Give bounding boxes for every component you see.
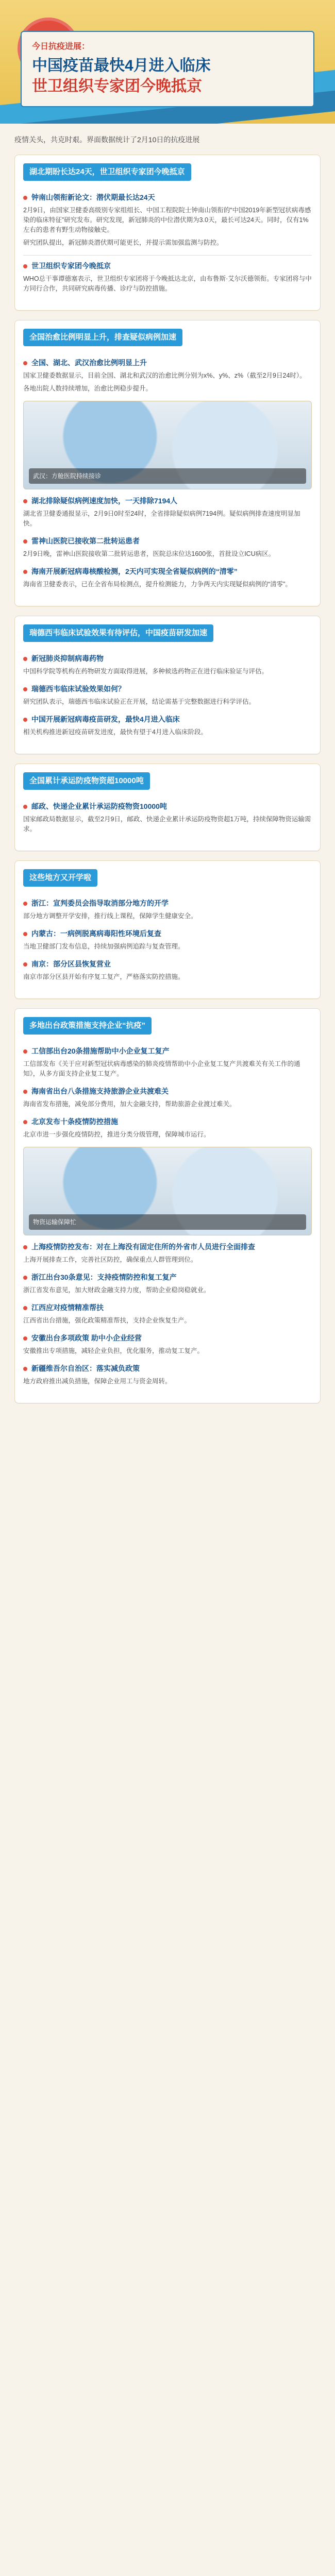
item bbox=[23, 192, 312, 248]
bullet-icon bbox=[23, 196, 27, 200]
item-title-text: 江西应对疫情精准帮扶 bbox=[31, 1303, 104, 1312]
item-title-text: 安徽出台多项政策 助中小企业经营 bbox=[31, 1334, 142, 1342]
item bbox=[23, 684, 312, 707]
bullet-icon bbox=[23, 570, 27, 574]
item-title bbox=[23, 358, 312, 368]
header-hero bbox=[0, 0, 335, 124]
item bbox=[23, 1272, 312, 1295]
item-title-text: 海南开展新冠病毒核酸检测，2天内可实现全省疑似病例的“清零” bbox=[31, 567, 238, 575]
item-paragraph: 中国科学院等机构在药物研发方面取得进展，多种候选药物正在进行临床验证与评估。 bbox=[23, 668, 269, 675]
section-title: 全国累计承运防疫物资超10000吨 bbox=[23, 772, 150, 790]
item-title bbox=[23, 261, 312, 271]
item-title-text: 新疆维吾尔自治区：落实减负政策 bbox=[31, 1364, 140, 1372]
item-title-text: 雷神山医院已接收第二批转运患者 bbox=[31, 537, 140, 545]
item-title bbox=[23, 496, 312, 506]
item-paragraph: 湖北省卫健委通报显示，2月9日0时至24时，全省排除疑似病例7194例。疑似病例排查速度明显加快。 bbox=[23, 510, 300, 527]
photo-caption: 武汉：方舱医院持续接诊 bbox=[29, 468, 306, 484]
item bbox=[23, 959, 312, 982]
content bbox=[0, 124, 335, 1403]
bullet-icon bbox=[23, 539, 27, 544]
item-title bbox=[23, 1363, 312, 1374]
bullet-icon bbox=[23, 1367, 27, 1371]
section-3 bbox=[14, 616, 321, 754]
item-paragraph: 海南省卫健委表示，已在全省布局检测点，提升检测能力，力争两天内实现疑似病例的“清零”。 bbox=[23, 581, 292, 588]
section-title: 这些地方又开学啦 bbox=[23, 869, 97, 887]
item-paragraph: 国家卫健委数据显示，目前全国、湖北和武汉的治愈比例分别为x%、y%、z%（截至2月9日24时）。 bbox=[23, 372, 306, 379]
bullet-icon bbox=[23, 1245, 27, 1249]
item-paragraph: 北京市进一步强化疫情防控，推进分类分级管理，保障城市运行。 bbox=[23, 1131, 210, 1138]
item-title-text: 中国开展新冠病毒疫苗研发，最快4月进入临床 bbox=[31, 715, 180, 723]
item-paragraph: 上海开展排查工作，完善社区防控，确保重点人群管理到位。 bbox=[23, 1256, 197, 1263]
bullet-icon bbox=[23, 1276, 27, 1280]
bullet-icon bbox=[23, 932, 27, 936]
photo-caption: 物资运输保障忙 bbox=[29, 1214, 306, 1230]
header-titlebox bbox=[21, 31, 314, 107]
item-title bbox=[23, 801, 312, 811]
item bbox=[23, 1363, 312, 1386]
bullet-icon bbox=[23, 1306, 27, 1310]
section-title: 多地出台政策措施支持企业“抗疫” bbox=[23, 1017, 152, 1035]
item-title-text: 工信部出台20条措施帮助中小企业复工复产 bbox=[31, 1047, 170, 1055]
header-title-line-2: 世卫组织专家团今晚抵京 bbox=[32, 78, 202, 95]
bullet-icon bbox=[23, 687, 27, 691]
item-title bbox=[23, 566, 312, 577]
item-paragraph: 安徽推出专项措施，减轻企业负担，优化服务，推动复工复产。 bbox=[23, 1347, 204, 1354]
item bbox=[23, 261, 312, 294]
item bbox=[23, 898, 312, 921]
bullet-icon bbox=[23, 1049, 27, 1054]
item-paragraph: 浙江省发布意见，加大财政金融支持力度，帮助企业稳岗稳就业。 bbox=[23, 1286, 210, 1294]
item bbox=[23, 536, 312, 559]
item-title bbox=[23, 1302, 312, 1313]
item-paragraph: 相关机构推进新冠疫苗研发进度，最快有望于4月进入临床阶段。 bbox=[23, 728, 207, 736]
item-paragraph: 2月9日晚，雷神山医院接收第二批转运患者，医院总床位达1600张，首批设立ICU病区。 bbox=[23, 550, 275, 557]
item-paragraph: 江西省出台措施，强化政策精准帮扶，支持企业恢复生产。 bbox=[23, 1317, 191, 1324]
item-title-text: 钟南山领衔新论文：潜伏期最长达24天 bbox=[31, 193, 155, 201]
item-title bbox=[23, 1242, 312, 1252]
item bbox=[23, 801, 312, 834]
item bbox=[23, 653, 312, 676]
item-title-text: 世卫组织专家团今晚抵京 bbox=[31, 262, 111, 270]
item-paragraph: 海南省发布措施，减免部分费用，加大金融支持，帮助旅游企业渡过难关。 bbox=[23, 1100, 236, 1108]
item bbox=[23, 1333, 312, 1356]
item bbox=[23, 1046, 312, 1079]
item-paragraph: 国家邮政局数据显示，截至2月9日，邮政、快递企业累计承运防疫物资超1万吨，持续保障物资运输需求。 bbox=[23, 816, 311, 833]
section-title: 全国治愈比例明显上升，排查疑似病例加速 bbox=[23, 329, 182, 346]
item-title bbox=[23, 898, 312, 908]
section-5 bbox=[14, 860, 321, 999]
item-title-text: 湖北排除疑似病例速度加快，一天排除7194人 bbox=[31, 497, 178, 505]
bullet-icon bbox=[23, 499, 27, 503]
bullet-icon bbox=[23, 264, 27, 268]
item-title bbox=[23, 928, 312, 939]
item-title-text: 邮政、快递企业累计承运防疫物资10000吨 bbox=[31, 802, 167, 810]
header-kicker: 今日抗疫进展： bbox=[32, 42, 90, 51]
section-6 bbox=[14, 1008, 321, 1403]
bullet-icon bbox=[23, 1120, 27, 1124]
bullet-icon bbox=[23, 805, 27, 809]
item-title-text: 瑞德西韦临床试验效果如何？ bbox=[31, 685, 125, 693]
item-paragraph: 各地出院人数持续增加，治愈比例稳步提升。 bbox=[23, 385, 153, 392]
item-paragraph: 2月9日，由国家卫健委高级别专家组组长、中国工程院院士钟南山领衔的“中国2019年新型冠状病毒感染的临床特征”研究发布。研究发现，新冠肺炎的中位潜伏期为3.0天，最长可达24天。同时，仅有1%左右的患者有野生动物接触史。 bbox=[23, 207, 311, 233]
item bbox=[23, 358, 312, 394]
item-paragraph: 研究团队提出，新冠肺炎潜伏期可能更长，并提示需加强监测与防控。 bbox=[23, 239, 223, 246]
item-paragraph: 南京市部分区县开始有序复工复产，严格落实防控措施。 bbox=[23, 973, 185, 980]
item bbox=[23, 928, 312, 952]
item-title-text: 北京发布十条疫情防控措施 bbox=[31, 1117, 118, 1126]
item-title bbox=[23, 536, 312, 546]
photo bbox=[23, 401, 312, 489]
item-title bbox=[23, 684, 312, 694]
item-title-text: 上海疫情防控发布：对在上海没有固定住所的外省市人员进行全面排查 bbox=[31, 1243, 255, 1251]
item-title bbox=[23, 959, 312, 969]
item-title-text: 新冠肺炎抑制病毒药物 bbox=[31, 654, 104, 663]
bullet-icon bbox=[23, 902, 27, 906]
item bbox=[23, 1242, 312, 1265]
item-title bbox=[23, 653, 312, 664]
bullet-icon bbox=[23, 1090, 27, 1094]
bullet-icon bbox=[23, 718, 27, 722]
item-title-text: 浙江出台30条意见：支持疫情防控和复工复产 bbox=[31, 1273, 177, 1281]
section-2 bbox=[14, 320, 321, 606]
item-title-text: 内蒙古：一病例脱离病毒阳性环境后复查 bbox=[31, 929, 161, 938]
section-4 bbox=[14, 764, 321, 851]
item-title bbox=[23, 1116, 312, 1127]
bullet-icon bbox=[23, 962, 27, 967]
item-title bbox=[23, 1086, 312, 1096]
section-title: 瑞德西韦临床试验效果有待评估，中国疫苗研发加速 bbox=[23, 624, 213, 642]
intro-paragraph: 疫情关头，共克时艰。界面数据统计了2月10日的抗疫进展 bbox=[14, 135, 200, 144]
item-paragraph: 工信部发布《关于应对新型冠状病毒感染的肺炎疫情帮助中小企业复工复产共渡难关有关工作的通知》，从多方面支持企业复工复产。 bbox=[23, 1060, 300, 1077]
item bbox=[23, 714, 312, 737]
photo bbox=[23, 1147, 312, 1235]
item-title bbox=[23, 1333, 312, 1343]
item-title bbox=[23, 714, 312, 724]
item-title bbox=[23, 1272, 312, 1282]
header-title-line-1: 中国疫苗最快4月进入临床 bbox=[32, 57, 211, 74]
bullet-icon bbox=[23, 1336, 27, 1341]
item-title-text: 海南省出台八条措施支持旅游企业共渡难关 bbox=[31, 1087, 169, 1095]
item-title-text: 全国、湖北、武汉治愈比例明显上升 bbox=[31, 359, 147, 367]
item-title-text: 南京：部分区县恢复营业 bbox=[31, 960, 111, 968]
bullet-icon bbox=[23, 361, 27, 365]
item-paragraph: 部分地方调整开学安排，推行线上课程，保障学生健康安全。 bbox=[23, 912, 197, 920]
section-1 bbox=[14, 155, 321, 311]
item-paragraph: 地方政府推出减负措施，保障企业用工与资金周转。 bbox=[23, 1378, 172, 1385]
item-paragraph: 研究团队表示，瑞德西韦临床试验正在开展，结论需基于完整数据进行科学评估。 bbox=[23, 698, 256, 705]
item bbox=[23, 1116, 312, 1140]
item-paragraph: WHO总干事谭德塞表示，世卫组织专家团将于今晚抵达北京，由布鲁斯·艾尔沃德领衔。专家团将与中方同行合作，共同研究病毒传播、诊疗与防控措施。 bbox=[23, 275, 312, 292]
item-title bbox=[23, 192, 312, 202]
item-title-text: 浙江：宣判委员会指导取消部分地方的开学 bbox=[31, 899, 169, 907]
item-paragraph: 当地卫健部门发布信息，持续加强病例追踪与复查管理。 bbox=[23, 943, 185, 950]
item bbox=[23, 566, 312, 589]
item bbox=[23, 1086, 312, 1109]
item bbox=[23, 496, 312, 529]
section-title: 湖北期盼长达24天，世卫组织专家团今晚抵京 bbox=[23, 163, 191, 181]
divider bbox=[23, 255, 312, 256]
item bbox=[23, 1302, 312, 1326]
bullet-icon bbox=[23, 657, 27, 661]
item-title bbox=[23, 1046, 312, 1056]
